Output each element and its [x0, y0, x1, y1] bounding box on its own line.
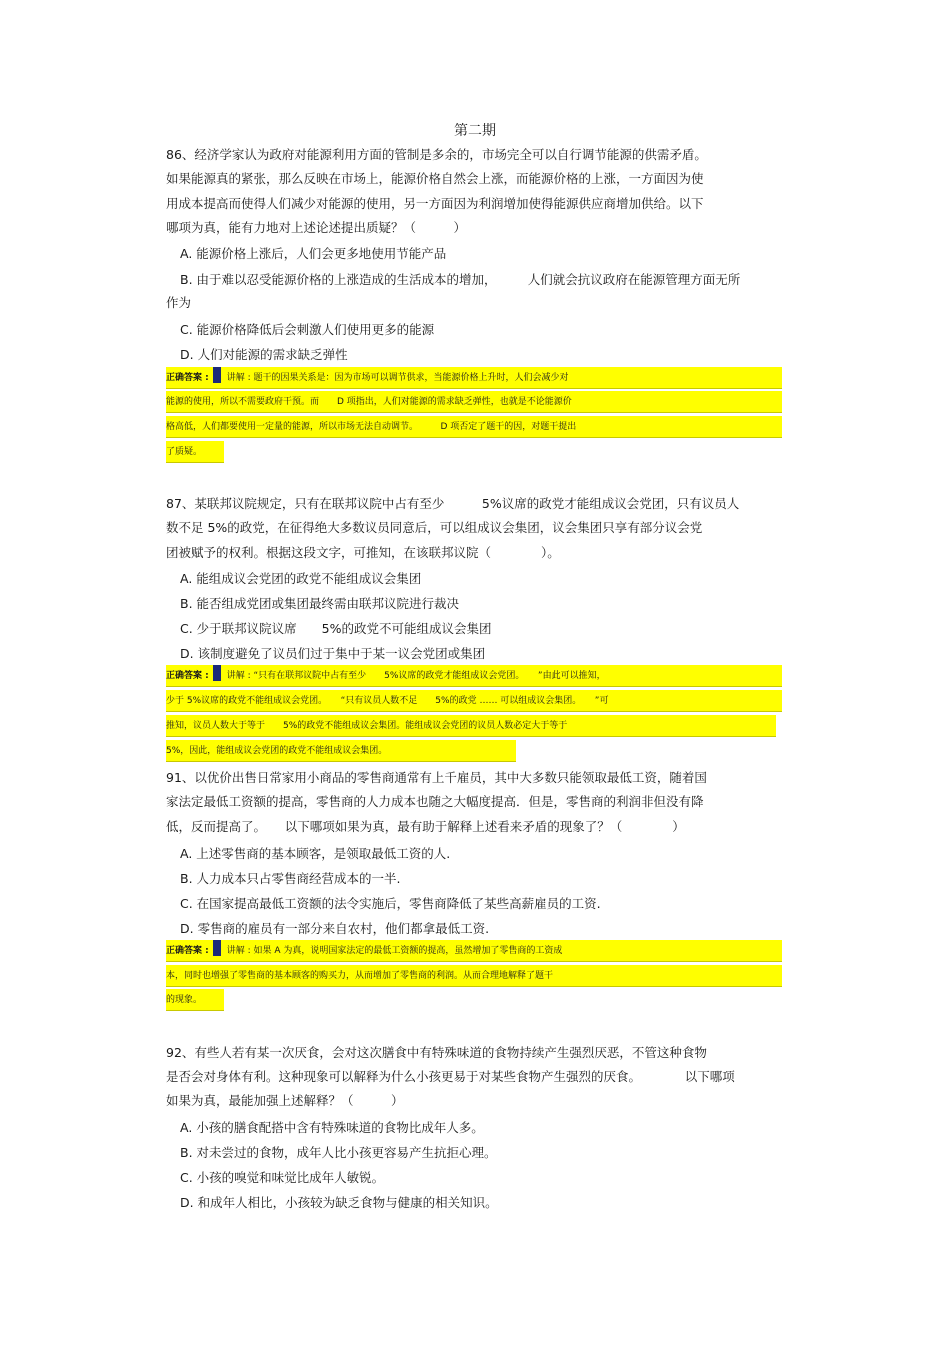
answer-redaction-mark	[213, 367, 221, 383]
question-91-line: 91、以优价出售日常家用小商品的零售商通常有上千雇员，其中大多数只能领取最低工资，随着国	[166, 770, 707, 785]
answer-87-line	[166, 715, 776, 737]
question-92-line: 92、有些人若有某一次厌食，会对这次膳食中有特殊味道的食物持续产生强烈厌恶，不管这种食物	[166, 1045, 707, 1060]
question-91-line: 低，反而提高了。 以下哪项如果为真，最有助于解释上述看来矛盾的现象了？（ ）	[166, 819, 685, 834]
question-86-line: 如果能源真的紧张，那么反映在市场上，能源价格自然会上涨，而能源价格的上涨，一方面因为使	[166, 171, 704, 186]
question-86-option-c: C. 能源价格降低后会刺激人们使用更多的能源	[180, 322, 435, 337]
question-86-line: 用成本提高而使得人们减少对能源的使用，另一方面因为利润增加使得能源供应商增加供给。以下	[166, 196, 704, 211]
answer-label: 正确答案 :	[166, 946, 209, 956]
page-title: 第二期	[454, 123, 496, 139]
question-92-line: 是否会对身体有利。这种现象可以解释为什么小孩更易于对某些食物产生强烈的厌食。 以下哪项	[166, 1069, 735, 1084]
question-92-option-b: B. 对未尝过的食物，成年人比小孩更容易产生抗拒心理。	[180, 1145, 497, 1160]
explanation-text: 少于 5%议席的政党不能组成议会党团。 “只有议员人数不足 5%的政党 …… 可以组成议会集团。 ”可	[166, 696, 609, 706]
explanation-text: 推知，议员人数大于等于 5%的政党不能组成议会集团。能组成议会党团的议员人数必定大于等于	[166, 721, 568, 731]
question-91-option-a: A. 上述零售商的基本顾客，是领取最低工资的人.	[180, 846, 451, 861]
question-91-option-b: B. 人力成本只占零售商经营成本的一半.	[180, 871, 401, 886]
question-86-line: 哪项为真，能有力地对上述论述提出质疑？（ ）	[166, 220, 467, 235]
question-86-option-b-cont: 作为	[166, 295, 192, 310]
question-86-option-d: D. 人们对能源的需求缺乏弹性	[180, 347, 348, 362]
question-87-line: 87、某联邦议院规定，只有在联邦议院中占有至少 5%议席的政党才能组成议会党团，只有议员人	[166, 496, 740, 511]
question-87-option-d: D. 该制度避免了议员们过于集中于某一议会党团或集团	[180, 646, 486, 661]
question-92-option-c: C. 小孩的嗅觉和味觉比成年人敏锐。	[180, 1170, 385, 1185]
answer-91-line	[166, 989, 224, 1011]
explanation-text: 格高低，人们都要使用一定量的能源，所以市场无法自动调节。 D 项否定了题干的因，对题干提出	[166, 422, 577, 432]
question-92-line: 如果为真，最能加强上述解释？（ ）	[166, 1093, 404, 1108]
answer-label: 正确答案 :	[166, 671, 209, 681]
explanation-text: 讲解 : 题干的因果关系是：因为市场可以调节供求，当能源价格上升时，人们会减少对	[226, 373, 569, 383]
question-91-option-d: D. 零售商的雇员有一部分来自农村，他们都拿最低工资.	[180, 921, 490, 936]
answer-label: 正确答案 :	[166, 373, 209, 383]
answer-91-line	[166, 940, 782, 962]
explanation-text: 讲解 : 如果 A 为真，说明国家法定的最低工资额的提高，虽然增加了零售商的工资成	[226, 946, 563, 956]
question-87-option-c: C. 少于联邦议院议席 5%的政党不可能组成议会集团	[180, 621, 492, 636]
question-91-option-c: C. 在国家提高最低工资额的法令实施后，零售商降低了某些高薪雇员的工资.	[180, 896, 601, 911]
question-92-option-a: A. 小孩的膳食配搭中含有特殊味道的食物比成年人多。	[180, 1120, 484, 1135]
question-87-option-a: A. 能组成议会党团的政党不能组成议会集团	[180, 571, 422, 586]
question-87-line: 团被赋予的权利。根据这段文字，可推知，在该联邦议院（ ）。	[166, 545, 560, 560]
answer-87-line	[166, 740, 516, 762]
explanation-text: 讲解 : “只有在联邦议院中占有至少 5%议席的政党才能组成议会党团。 ”由此可以推知，	[226, 671, 606, 681]
answer-86-line	[166, 391, 782, 413]
question-87-option-b: B. 能否组成党团或集团最终需由联邦议院进行裁决	[180, 596, 460, 611]
explanation-text: 能源的使用，所以不需要政府干预。而 D 项指出，人们对能源的需求缺乏弹性，也就是不论能源价	[166, 397, 572, 407]
question-92-option-d: D. 和成年人相比，小孩较为缺乏食物与健康的相关知识。	[180, 1195, 498, 1210]
answer-86-line	[166, 416, 782, 438]
explanation-text: 本，同时也增强了零售商的基本顾客的购买力，从而增加了零售商的利润。从而合理地解释了题干	[166, 971, 554, 981]
answer-redaction-mark	[213, 665, 221, 681]
answer-86-line	[166, 367, 782, 389]
answer-86-line	[166, 441, 224, 463]
question-91-line: 家法定最低工资额的提高，零售商的人力成本也随之大幅度提高．但是，零售商的利润非但没有降	[166, 794, 704, 809]
explanation-text: 了质疑。	[166, 447, 203, 457]
explanation-text: 5%，因此，能组成议会党团的政党不能组成议会集团。	[166, 746, 388, 756]
answer-87-line	[166, 690, 782, 712]
answer-91-line	[166, 965, 782, 987]
question-86-option-a: A. 能源价格上涨后，人们会更多地使用节能产品	[180, 246, 447, 261]
question-86-option-b: B. 由于难以忍受能源价格的上涨造成的生活成本的增加， 人们就会抗议政府在能源管理方面无所	[180, 272, 741, 287]
question-87-line: 数不足 5%的政党，在征得绝大多数议员同意后，可以组成议会集团，议会集团只享有部分议会党	[166, 520, 703, 535]
question-86-line: 86、经济学家认为政府对能源利用方面的管制是多余的，市场完全可以自行调节能源的供需矛盾。	[166, 147, 707, 162]
explanation-text: 的现象。	[166, 995, 203, 1005]
answer-87-line	[166, 665, 782, 687]
answer-redaction-mark	[213, 940, 221, 956]
